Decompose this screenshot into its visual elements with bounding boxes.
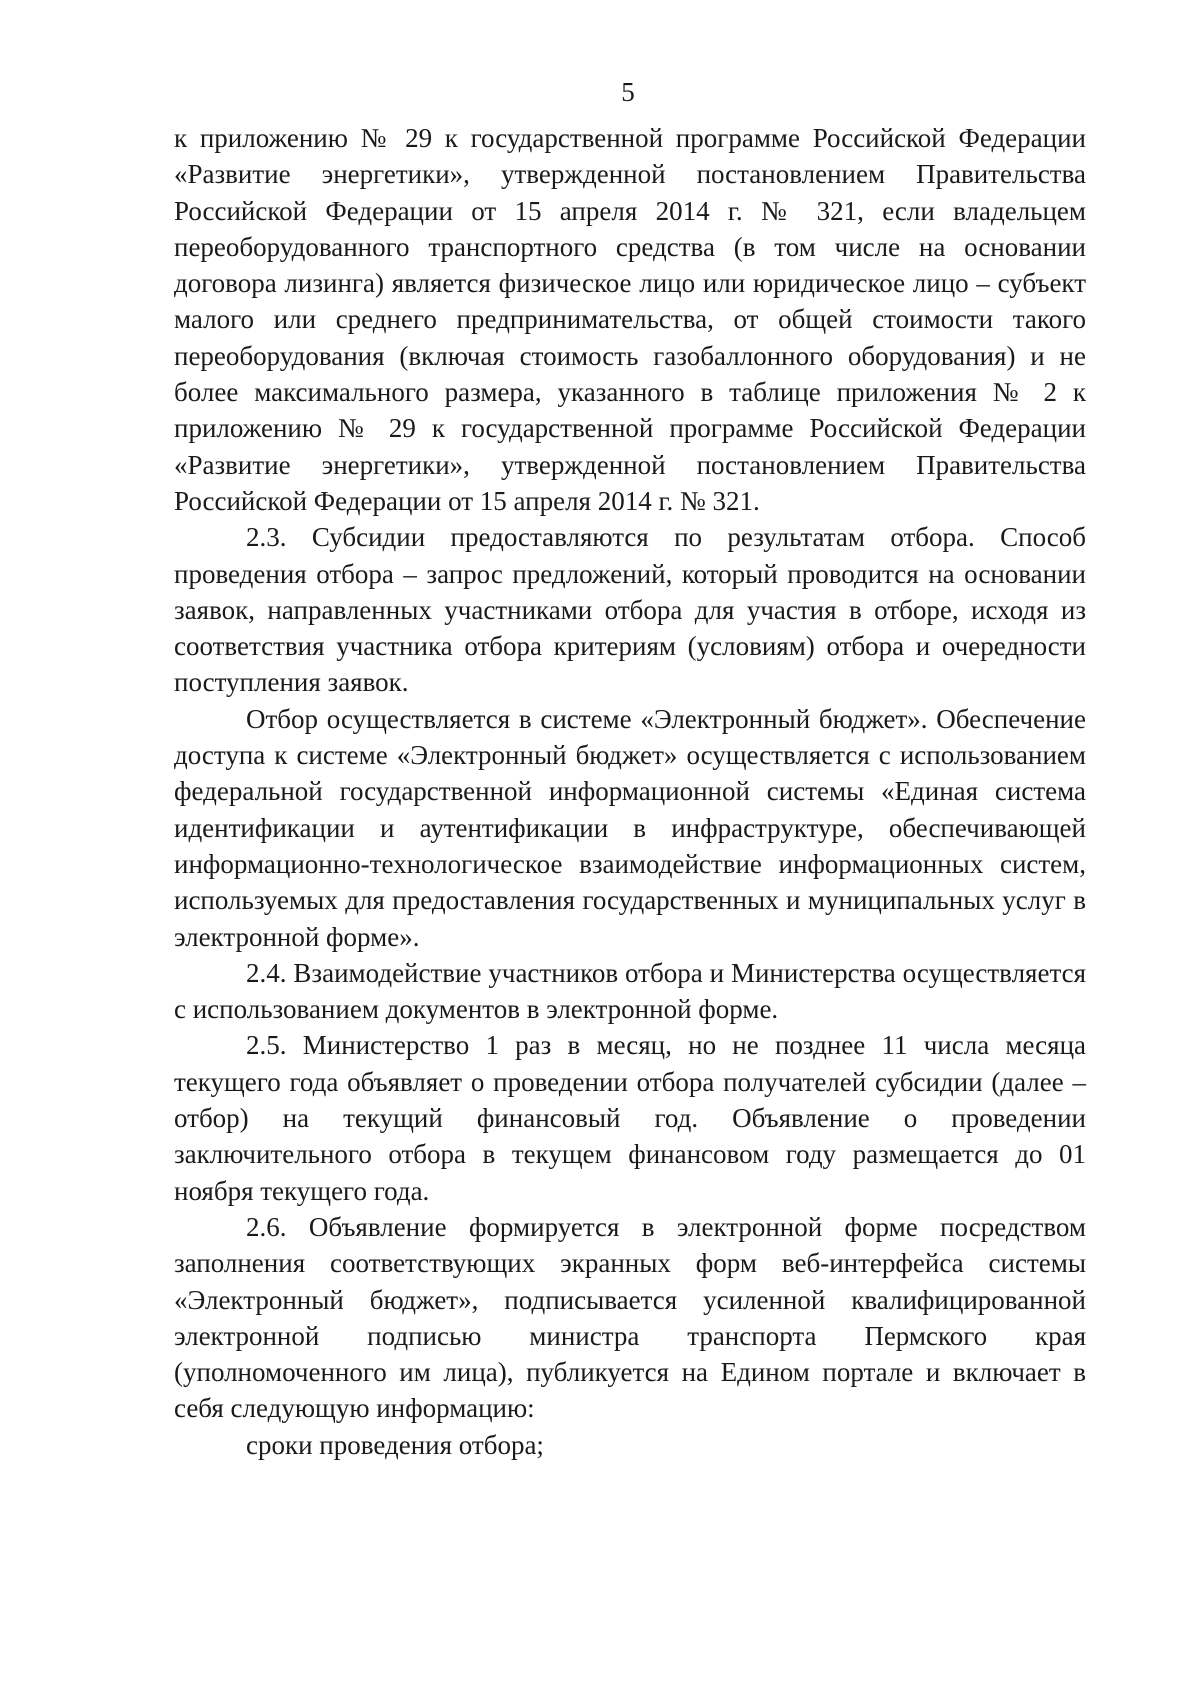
paragraph-2-5: 2.5. Министерство 1 раз в месяц, но не позднее 11 числа месяца текущего года объявляет о проведении отбора получателей субсидии (далее – отбор) на текущий финансовый год. Объявление о проведении заключительного отбора в текущем финансовом году размещается до 01 ноября текущего года. <box>174 1030 1086 1206</box>
document-body <box>174 120 1086 1463</box>
page-number: 5 <box>621 77 635 107</box>
paragraph-2-4: 2.4. Взаимодействие участников отбора и Министерства осуществляется с использованием документов в электронной форме. <box>174 957 1086 1025</box>
paragraph-2-3: 2.3. Субсидии предоставляются по результатам отбора. Способ проведения отбора – запрос предложений, который проводится на основании заявок, направленных участниками отбора для участия в отборе, исходя из соответствия участника отбора критериям (условиям) отбора и очередности поступления заявок. <box>174 522 1086 698</box>
paragraph-continued: к приложению № 29 к государственной программе Российской Федерации «Развитие энергетики», утвержденной постановлением Правительства Российской Федерации от 15 апреля 2014 г. № 321, если владельцем переоборудованного транспортного средства (в том числе на основании договора лизинга) является физическое лицо или юридическое лицо – субъект малого или среднего предпринимательства, от общей стоимости такого переоборудования (включая стоимость газобаллонного оборудования) и не более максимального размера, указанного в таблице приложения № 2 к приложению № 29 к государственной программе Российской Федерации «Развитие энергетики», утвержденной постановлением Правительства Российской Федерации от 15 апреля 2014 г. № 321. <box>174 123 1086 516</box>
list-item-sroki: сроки проведения отбора; <box>246 1429 544 1460</box>
paragraph-2-6: 2.6. Объявление формируется в электронной форме посредством заполнения соответствующих экранных форм веб-интерфейса системы «Электронный бюджет», подписывается усиленной квалифицированной электронной подписью министра транспорта Пермского края (уполномоченного им лица), публикуется на Едином портале и включает в себя следующую информацию: <box>174 1211 1086 1424</box>
paragraph-otbor: Отбор осуществляется в системе «Электронный бюджет». Обеспечение доступа к системе «Электронный бюджет» осуществляется с использованием федеральной государственной информационной системы «Единая система идентификации и аутентификации в инфраструктуре, обеспечивающей информационно-технологическое взаимодействие информационных систем, используемых для предоставления государственных и муниципальных услуг в электронной форме». <box>174 703 1086 952</box>
